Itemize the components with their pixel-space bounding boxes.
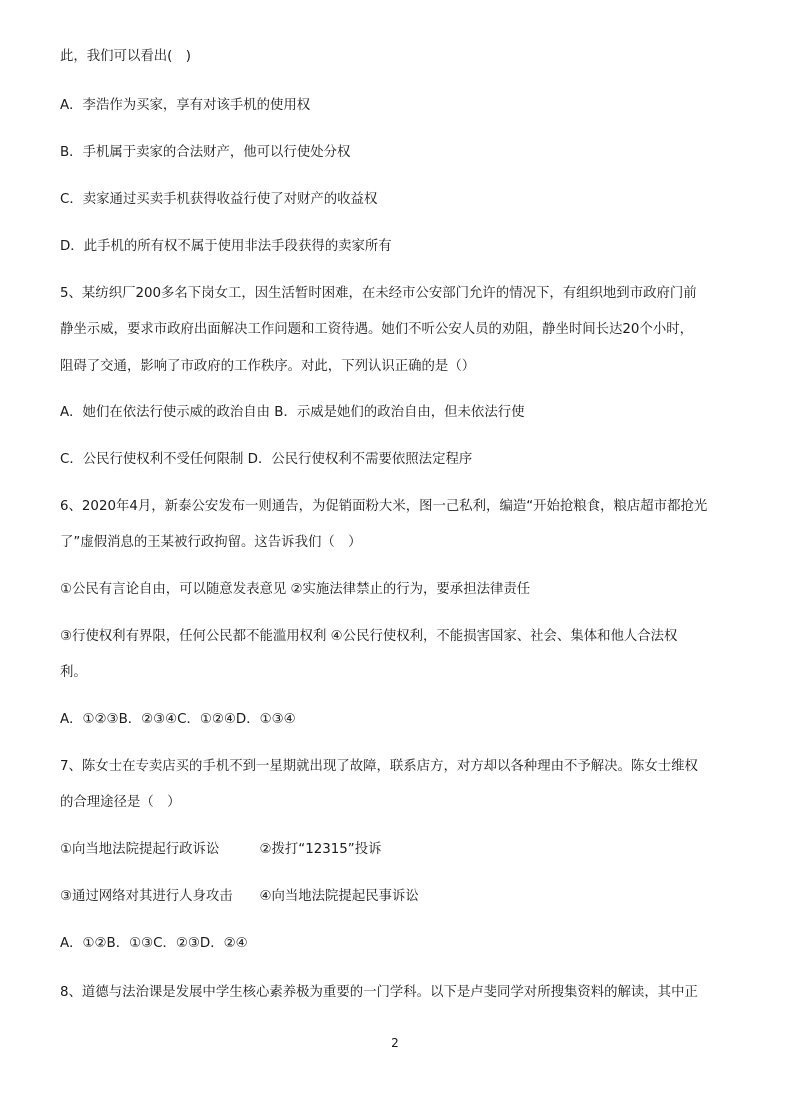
question-7-text: 的合理途径是（ ） [60, 795, 181, 810]
question-6-statements: ③行使权利有界限，任何公民都不能滥用权利 ④公民行使权利，不能损害国家、社会、集体和他人合法权 [60, 629, 678, 644]
question-6-statements: ①公民有言论自由，可以随意发表意见 ②实施法律禁止的行为，要承担法律责任 [60, 582, 531, 597]
option-a: A．李浩作为买家，享有对该手机的使用权 [60, 98, 311, 113]
question-8-text: 8、道德与法治课是发展中学生核心素养极为重要的一门学科。以下是卢斐同学对所搜集资料的解读，其中正 [60, 985, 698, 1000]
question-6-options: A．①②③B．②③④C．①②④D．①③④ [60, 712, 296, 727]
question-7-statements: ①向当地法院提起行政诉讼 ②拨打“12315”投诉 [60, 842, 382, 857]
question-5-text: 静坐示威，要求市政府出面解决工作问题和工资待遇。她们不听公安人员的劝阻，静坐时间长达20个小时， [60, 322, 694, 337]
question-6-statements: 利。 [60, 665, 87, 680]
question-7-statements: ③通过网络对其进行人身攻击 ④向当地法院提起民事诉讼 [60, 889, 419, 904]
question-6-text: 6、2020年4月，新泰公安发布一则通告，为促销面粉大米，图一己私利，编造“开始抢粮食，粮店超市都抢光 [60, 499, 708, 514]
question-6-text: 了”虚假消息的王某被行政拘留。这告诉我们（ ） [60, 535, 362, 550]
question-5-text: 阻碍了交通，影响了市政府的工作秩序。对此，下列认识正确的是（） [60, 359, 476, 374]
option-d: D．此手机的所有权不属于使用非法手段获得的卖家所有 [60, 239, 392, 254]
question-5-text: 5、某纺织厂200多名下岗女工，因生活暂时困难，在未经市公安部门允许的情况下，有组织地到市政府门前 [60, 286, 697, 301]
option-b: B．手机属于卖家的合法财产，他可以行使处分权 [60, 145, 351, 160]
option-c: C．卖家通过买卖手机获得收益行使了对财产的收益权 [60, 192, 378, 207]
question-5-options: C．公民行使权利不受任何限制 D．公民行使权利不需要依照法定程序 [60, 452, 473, 467]
question-5-options: A．她们在依法行使示威的政治自由 B．示威是她们的政治自由，但未依法行使 [60, 405, 525, 420]
question-7-options: A．①②B．①③C．②③D．②④ [60, 936, 248, 951]
text-line: 此，我们可以看出( ) [60, 49, 191, 64]
page-number: 2 [391, 1036, 399, 1050]
question-7-text: 7、陈女士在专卖店买的手机不到一星期就出现了故障，联系店方，对方却以各种理由不予解决。陈女士维权 [60, 759, 698, 774]
